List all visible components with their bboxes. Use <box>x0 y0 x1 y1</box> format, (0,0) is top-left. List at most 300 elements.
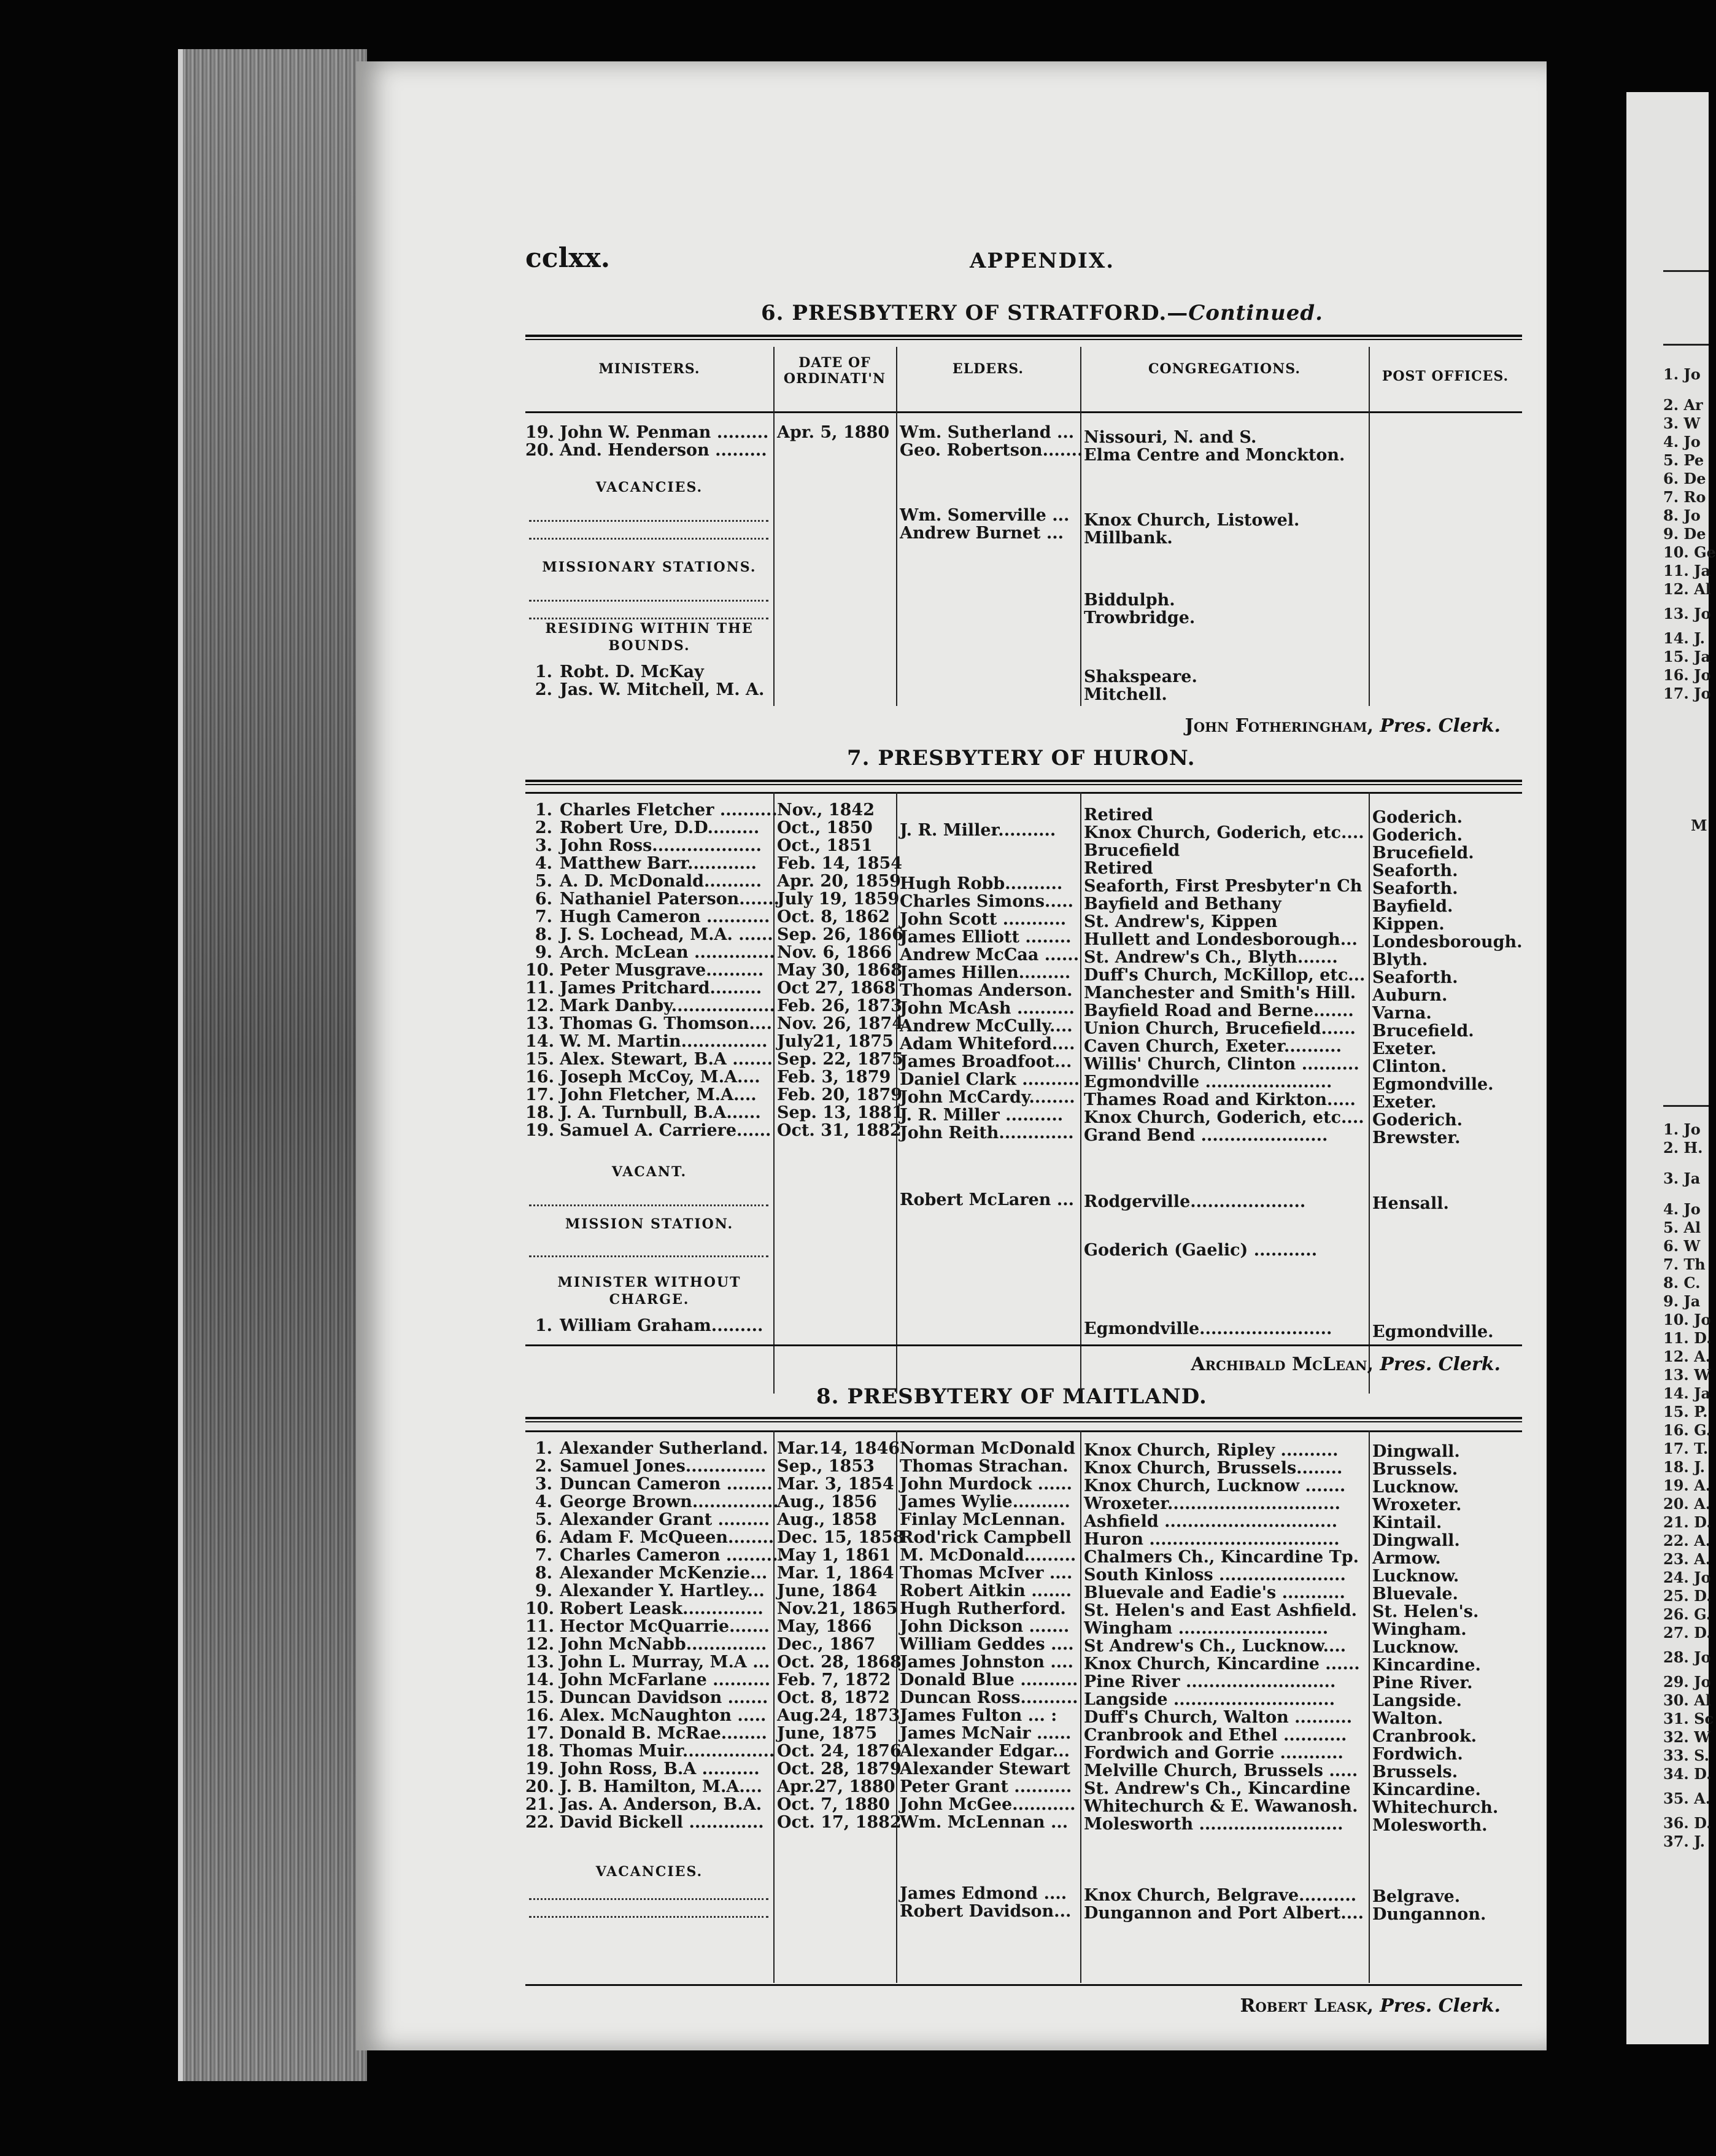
congregation-name: Nissouri, N. and S. <box>1084 428 1257 447</box>
minister-text: J. S. Lochead, M.A. ...... <box>560 925 773 944</box>
minister-name <box>525 1457 770 1476</box>
ordination-date: Aug., 1856 <box>777 1492 877 1511</box>
elder-name: James Fulton ... : <box>900 1706 1057 1725</box>
minister-text: William Graham......... <box>560 1316 763 1335</box>
minister-name <box>525 1760 770 1778</box>
entry-number: 3. <box>535 836 552 855</box>
elder-name: James Broadfoot... <box>900 1052 1072 1071</box>
document-page <box>356 61 1547 2050</box>
minister-name <box>525 1653 770 1672</box>
minister-text: John Ross................... <box>560 836 762 855</box>
clerk-signature <box>1191 1354 1501 1375</box>
minister-text: Robert Leask.............. <box>560 1599 763 1618</box>
minister-name <box>525 855 770 873</box>
minister-name <box>525 1440 770 1458</box>
post-office: Brussels. <box>1372 1460 1458 1479</box>
elder-name: James Hillen......... <box>900 963 1071 982</box>
minister-text: Alexander Grant ......... <box>560 1510 770 1529</box>
post-office: Seaforth. <box>1372 879 1458 898</box>
minister-name <box>525 996 775 1015</box>
ordination-date: May 1, 1861 <box>777 1546 891 1565</box>
elder-name: James Johnston .... <box>900 1653 1073 1672</box>
post-office: Blyth. <box>1372 950 1428 969</box>
post-office: Belgrave. <box>1372 1887 1461 1906</box>
section-title-huron: 7. PRESBYTERY OF HURON. <box>847 746 1196 770</box>
minister-text: George Brown............... <box>560 1492 779 1511</box>
column-divider <box>1080 347 1081 706</box>
minister-name <box>525 819 770 837</box>
section-title-continued: Continued. <box>1188 301 1323 325</box>
congregation-name: Egmondville....................... <box>1084 1319 1332 1338</box>
clerk-signature <box>1240 1995 1501 2017</box>
minister-name <box>525 837 770 855</box>
post-office: Wroxeter. <box>1372 1495 1462 1514</box>
post-office: Dingwall. <box>1372 1531 1460 1550</box>
entry-number: 2. <box>535 818 552 837</box>
elder-name: John McAsh .......... <box>900 999 1075 1018</box>
elder-name: Norman McDonald <box>900 1439 1076 1458</box>
minister-name <box>525 424 770 442</box>
entry-number: 10. <box>525 961 554 980</box>
facing-page-entry: 17. T. <box>1663 1440 1709 1457</box>
congregation-name: Chalmers Ch., Kincardine Tp. <box>1084 1548 1359 1567</box>
facing-page-entry: 10. Jo <box>1663 1311 1711 1328</box>
ordination-date: July21, 1875 <box>777 1032 894 1051</box>
entry-number: 19. <box>525 1121 554 1140</box>
double-rule <box>525 335 1522 340</box>
dotted-leader <box>529 1204 768 1206</box>
congregation-name: Egmondville ...................... <box>1084 1072 1332 1092</box>
entry-number: 1. <box>535 662 552 681</box>
clerk-title: Pres. Clerk. <box>1380 715 1501 737</box>
minister-text: Jas. A. Anderson, B.A. <box>560 1795 762 1814</box>
minister-text: A. D. McDonald.......... <box>560 872 762 891</box>
subheading-mission-station: MISSION STATION. <box>565 1216 734 1232</box>
entry-number: 11. <box>525 979 554 998</box>
entry-number: 12. <box>525 1635 554 1654</box>
facing-page-entry: 21. D. <box>1663 1513 1712 1531</box>
elder-name: Andrew Burnet ... <box>900 524 1064 543</box>
facing-page-entry: 10. Ge <box>1663 543 1716 561</box>
facing-page-entry: 29. Jo <box>1663 1673 1711 1691</box>
dotted-leader <box>529 520 768 522</box>
entry-number: 8. <box>535 1564 552 1583</box>
minister-text: Nathaniel Paterson....... <box>560 890 780 909</box>
congregation-name: Biddulph. <box>1084 591 1175 610</box>
congregation-name: Bayfield and Bethany <box>1084 894 1281 913</box>
post-office: Kincardine. <box>1372 1656 1481 1675</box>
congregation-name: Knox Church, Goderich, etc.... <box>1084 823 1364 842</box>
ordination-date: July 19, 1859 <box>777 890 900 909</box>
facing-page-entry: 25. D. <box>1663 1587 1712 1605</box>
subheading-missionary-stations: MISSIONARY STATIONS. <box>542 559 757 575</box>
congregation-name: Hullett and Londesborough... <box>1084 930 1358 949</box>
minister-name <box>525 1600 770 1618</box>
facing-page-entry: 8. C. <box>1663 1274 1701 1292</box>
minister-text: Donald B. McRae........ <box>560 1724 767 1743</box>
congregation-name: Knox Church, Goderich, etc.... <box>1084 1108 1364 1127</box>
minister-text: Alex. Stewart, B.A ....... <box>560 1050 773 1069</box>
post-office: Londesborough. <box>1372 933 1523 952</box>
post-office: Goderich. <box>1372 826 1463 845</box>
post-office: Lucknow. <box>1372 1478 1459 1497</box>
entry-number: 7. <box>535 1546 552 1565</box>
congregation-name: Knox Church, Kincardine ...... <box>1084 1654 1360 1673</box>
entry-number: 2. <box>535 1457 552 1476</box>
minister-name <box>525 908 770 926</box>
clerk-title: Pres. Clerk. <box>1380 1354 1501 1375</box>
entry-number: 13. <box>525 1014 554 1033</box>
clerk-title: Pres. Clerk. <box>1380 1995 1501 2017</box>
facing-page-entry: 34. D. <box>1663 1765 1712 1783</box>
ordination-date: Feb. 7, 1872 <box>777 1670 891 1689</box>
elder-name: Andrew McCully.... <box>900 1017 1073 1036</box>
section-title-text: 6. PRESBYTERY OF STRATFORD.— <box>761 301 1189 325</box>
congregation-name: Duff's Church, McKillop, etc... <box>1084 966 1366 985</box>
minister-text: Jas. W. Mitchell, M. A. <box>560 680 765 699</box>
facing-page-entry: 12. A. <box>1663 1348 1711 1365</box>
facing-page-entry: 17. Jo <box>1663 684 1711 702</box>
minister-name <box>525 1546 784 1565</box>
minister-text: Peter Musgrave.......... <box>560 961 764 980</box>
column-divider <box>773 1430 775 1983</box>
subheading-residing: RESIDING WITHIN THE <box>545 621 754 637</box>
ordination-date: Feb. 20, 1879 <box>777 1085 903 1104</box>
minister-name <box>525 1033 770 1051</box>
congregation-name: Manchester and Smith's Hill. <box>1084 983 1356 1002</box>
dotted-leader <box>529 1916 768 1918</box>
column-header-ministers: MINISTERS. <box>598 361 700 377</box>
post-office: Brucefield. <box>1372 843 1474 863</box>
congregation-name: St. Helen's and East Ashfield. <box>1084 1601 1358 1620</box>
post-office: Seaforth. <box>1372 861 1458 880</box>
ordination-date: May 30, 1868 <box>777 961 902 980</box>
minister-name <box>525 1492 779 1511</box>
facing-page-entry: 5. Pe <box>1663 451 1704 469</box>
post-office: Lucknow. <box>1372 1638 1459 1657</box>
rule <box>525 1430 1522 1432</box>
minister-name <box>525 1707 770 1725</box>
congregation-name: Retired <box>1084 805 1153 824</box>
entry-number: 5. <box>535 1510 552 1529</box>
ordination-date: Oct. 17, 1882 <box>777 1813 902 1832</box>
ordination-date: Nov. 6, 1866 <box>777 943 892 962</box>
column-divider <box>1369 347 1370 706</box>
elder-name: William Geddes .... <box>900 1635 1074 1654</box>
minister-text: John Fletcher, M.A.... <box>560 1085 757 1104</box>
elder-name: Wm. Somerville ... <box>900 506 1070 525</box>
minister-text: Duncan Davidson ....... <box>560 1688 768 1707</box>
ordination-date: Nov. 26, 1874 <box>777 1014 903 1033</box>
facing-page-entry: 28. Jo <box>1663 1648 1711 1666</box>
minister-text: Thomas Muir................ <box>560 1742 775 1761</box>
elder-name: John Scott ........... <box>900 910 1067 929</box>
ordination-date: Mar. 3, 1854 <box>777 1475 894 1494</box>
congregation-name: St. Andrew's, Kippen <box>1084 912 1278 931</box>
ordination-date: Dec., 1867 <box>777 1635 876 1654</box>
column-divider <box>1369 1430 1370 1983</box>
congregation-name: St Andrew's Ch., Lucknow.... <box>1084 1637 1347 1656</box>
column-divider <box>773 792 775 1394</box>
facing-page-rule <box>1663 270 1709 272</box>
rule <box>525 1984 1522 1986</box>
entry-number: 19. <box>525 423 554 442</box>
minister-name <box>525 1050 773 1069</box>
minister-name <box>525 1742 775 1761</box>
post-office: Clinton. <box>1372 1057 1447 1076</box>
minister-name <box>525 1104 770 1122</box>
post-office: Dingwall. <box>1372 1442 1460 1461</box>
facing-page-entry: 8. Jo <box>1663 506 1701 524</box>
post-office: Wingham. <box>1372 1620 1467 1639</box>
ordination-date: Oct. 24, 1876 <box>777 1742 902 1761</box>
facing-page-entry: 31. Sc <box>1663 1710 1714 1728</box>
minister-text: Alexander McKenzie... <box>560 1564 768 1583</box>
column-divider <box>1369 792 1370 1394</box>
entry-number: 8. <box>535 925 552 944</box>
post-office: Dungannon. <box>1372 1905 1486 1924</box>
clerk-signature <box>1185 715 1501 737</box>
congregation-name: Ashfield .............................. <box>1084 1512 1338 1531</box>
congregation-name: St. Andrew's Ch., Blyth....... <box>1084 948 1338 967</box>
ordination-date: Feb. 26, 1873 <box>777 996 903 1015</box>
congregation-name: Rodgerville.................... <box>1084 1192 1306 1211</box>
post-office: Brewster. <box>1372 1128 1461 1147</box>
facing-page-entry: 22. A. <box>1663 1532 1711 1549</box>
facing-page-entry: 2. Ar <box>1663 396 1703 414</box>
ordination-date: Nov., 1842 <box>777 801 875 820</box>
ordination-date: Apr. 5, 1880 <box>777 423 890 442</box>
subheading-vacant: VACANT. <box>611 1164 687 1180</box>
elder-name: Robert Davidson... <box>900 1902 1072 1921</box>
entry-number: 1. <box>535 1316 552 1335</box>
post-office: Langside. <box>1372 1691 1462 1710</box>
ordination-date: Oct., 1851 <box>777 836 873 855</box>
ordination-date: Feb. 14, 1854 <box>777 854 903 873</box>
facing-page-entry: 16. G. <box>1663 1421 1712 1439</box>
minister-text: Alexander Sutherland. <box>560 1439 768 1458</box>
post-office: St. Helen's. <box>1372 1602 1479 1621</box>
entry-number: 15. <box>525 1688 554 1707</box>
entry-number: 20. <box>525 1777 554 1796</box>
minister-text: Duncan Cameron ........ <box>560 1475 773 1494</box>
minister-name <box>525 1475 773 1494</box>
elder-name: James Elliott ........ <box>900 928 1072 947</box>
facing-page-entry: 35. A. <box>1663 1790 1711 1807</box>
facing-page-entry: 15. P. <box>1663 1403 1708 1421</box>
congregation-name: Caven Church, Exeter.......... <box>1084 1037 1342 1056</box>
elder-name: Adam Whiteford.... <box>900 1034 1075 1053</box>
section-title-stratford <box>761 301 1323 325</box>
elder-name: James Edmond .... <box>900 1884 1067 1903</box>
post-office: Cranbrook. <box>1372 1727 1477 1746</box>
congregation-name: St. Andrew's Ch., Kincardine <box>1084 1779 1351 1798</box>
entry-number: 22. <box>525 1813 554 1832</box>
entry-number: 9. <box>535 943 552 962</box>
facing-page-entry: 4. Jo <box>1663 433 1701 451</box>
facing-page-edge <box>1626 92 1716 2044</box>
dotted-leader <box>529 618 768 619</box>
post-office: Walton. <box>1372 1709 1444 1728</box>
post-office: Egmondville. <box>1372 1322 1494 1341</box>
post-office: Bluevale. <box>1372 1584 1458 1603</box>
congregation-name: Millbank. <box>1084 529 1173 548</box>
elder-name: John McCardy........ <box>900 1088 1075 1107</box>
ordination-date: June, 1864 <box>777 1581 878 1600</box>
elder-name: Robert McLaren ... <box>900 1190 1075 1209</box>
minister-name <box>525 1511 770 1529</box>
minister-name <box>525 890 780 909</box>
elder-name: Thomas Anderson. <box>900 981 1073 1000</box>
entry-number: 5. <box>535 872 552 891</box>
elder-name: John McGee........... <box>900 1795 1076 1814</box>
facing-page-entry: 36. D. <box>1663 1814 1712 1832</box>
entry-number: 7. <box>535 907 552 926</box>
minister-name <box>525 1724 770 1743</box>
elder-name: Charles Simons..... <box>900 892 1074 911</box>
elder-name: John Murdock ...... <box>900 1475 1073 1494</box>
congregation-name: Shakspeare. <box>1084 667 1197 686</box>
post-office: Exeter. <box>1372 1039 1437 1058</box>
ordination-date: Sep. 26, 1866 <box>777 925 903 944</box>
entry-number: 12. <box>525 996 554 1015</box>
minister-text: Robert Ure, D.D......... <box>560 818 760 837</box>
elder-name: Rod'rick Campbell <box>900 1528 1072 1547</box>
dotted-leader <box>529 538 768 540</box>
facing-page-entry: 1. Jo <box>1663 1120 1701 1138</box>
minister-text: John McNabb.............. <box>560 1635 767 1654</box>
facing-page-entry: 18. J. <box>1663 1458 1705 1476</box>
subheading-vacancies: VACANCIES. <box>595 1864 703 1880</box>
facing-page-entry: 32. W <box>1663 1728 1711 1746</box>
facing-page-entry: 33. S. <box>1663 1747 1709 1764</box>
double-rule <box>525 780 1522 785</box>
entry-number: 6. <box>535 890 552 909</box>
entry-number: 1. <box>535 801 552 820</box>
congregation-name: Pine River .......................... <box>1084 1672 1336 1691</box>
ordination-date: Oct., 1850 <box>777 818 873 837</box>
facing-page-entry: 1. Jo <box>1663 365 1701 383</box>
column-header-date: DATE OF ORDINATI'N <box>783 355 886 387</box>
post-office: Fordwich. <box>1372 1745 1463 1764</box>
post-office: Kincardine. <box>1372 1780 1481 1799</box>
ordination-date: Oct. 28, 1879 <box>777 1759 902 1778</box>
minister-text: Adam F. McQueen........ <box>560 1528 775 1547</box>
clerk-name: Archibald McLean, <box>1191 1354 1380 1375</box>
minister-text: John L. Murray, M.A ... <box>560 1653 770 1672</box>
column-header-congregations: CONGREGATIONS. <box>1148 361 1301 377</box>
minister-text: Mark Danby.................. <box>560 996 775 1015</box>
facing-page-entry: 5. Al <box>1663 1219 1701 1236</box>
congregation-name: Knox Church, Lucknow ....... <box>1084 1476 1346 1495</box>
congregation-name: Huron ................................. <box>1084 1530 1340 1549</box>
congregation-name: Knox Church, Ripley .......... <box>1084 1441 1339 1460</box>
congregation-name: Retired <box>1084 859 1153 878</box>
rule <box>525 792 1522 794</box>
facing-page-entry: 6. De <box>1663 470 1706 487</box>
congregation-name: Mitchell. <box>1084 685 1167 704</box>
congregation-name: Elma Centre and Monckton. <box>1084 446 1345 465</box>
facing-page-entry: 27. D. <box>1663 1624 1712 1642</box>
post-office: Brussels. <box>1372 1762 1458 1782</box>
facing-page-entry: 9. De <box>1663 525 1706 543</box>
minister-name <box>525 1122 770 1140</box>
congregation-name: Brucefield <box>1084 841 1180 860</box>
minister-name <box>525 1796 770 1814</box>
minister-text: Alex. McNaughton ..... <box>560 1706 767 1725</box>
facing-page-entry: 13. W <box>1663 1366 1711 1384</box>
entry-number: 13. <box>525 1653 554 1672</box>
minister-text: Robt. D. McKay <box>560 662 704 681</box>
facing-page-entry: 24. Jo <box>1663 1569 1711 1586</box>
elder-name: James McNair ...... <box>900 1724 1072 1743</box>
entry-number: 6. <box>535 1528 552 1547</box>
elder-name: Daniel Clark .......... <box>900 1070 1080 1089</box>
ordination-date: June, 1875 <box>777 1724 878 1743</box>
minister-name <box>525 1582 770 1600</box>
minister-name <box>525 1528 775 1547</box>
congregation-name: South Kinloss ...................... <box>1084 1565 1346 1584</box>
minister-text: Thomas G. Thomson.... <box>560 1014 773 1033</box>
entry-number: 10. <box>525 1599 554 1618</box>
facing-page-entry: 7. Ro <box>1663 488 1706 506</box>
minister-text: W. M. Martin............... <box>560 1032 768 1051</box>
dotted-leader <box>529 1255 768 1257</box>
elder-name: John Reith............. <box>900 1123 1074 1142</box>
congregation-name: Grand Bend ...................... <box>1084 1126 1328 1145</box>
congregation-name: Knox Church, Belgrave.......... <box>1084 1886 1357 1905</box>
column-header-post-offices: POST OFFICES. <box>1382 368 1509 384</box>
facing-page-entry: 4. Jo <box>1663 1200 1701 1218</box>
congregation-name: Fordwich and Gorrie ........... <box>1084 1743 1343 1762</box>
elder-name: M. McDonald......... <box>900 1546 1076 1565</box>
minister-name <box>525 1564 770 1583</box>
facing-page-entry: 37. J. <box>1663 1832 1705 1850</box>
minister-text: David Bickell ............. <box>560 1813 764 1832</box>
entry-number: 16. <box>525 1068 554 1087</box>
minister-name <box>525 1317 770 1335</box>
column-divider <box>1080 792 1081 1394</box>
minister-name <box>525 1671 770 1689</box>
facing-page-entry: 6. W <box>1663 1237 1701 1255</box>
minister-text: Arch. McLean .............. <box>560 943 775 962</box>
facing-page-entry: 2. H. <box>1663 1139 1703 1157</box>
post-office: Hensall. <box>1372 1194 1449 1213</box>
minister-name <box>525 979 770 998</box>
facing-page-entry: M <box>1691 816 1707 834</box>
minister-text: Charles Fletcher .......... <box>560 801 778 820</box>
congregation-name: Bluevale and Eadie's ........... <box>1084 1583 1345 1602</box>
ordination-date: Aug.24, 1873 <box>777 1706 900 1725</box>
subheading-minister-without: MINISTER WITHOUT <box>557 1274 741 1290</box>
elder-name: Alexander Edgar... <box>900 1742 1070 1761</box>
facing-page-entry: 19. A. <box>1663 1476 1711 1494</box>
entry-number: 3. <box>535 1475 552 1494</box>
facing-page-entry: 15. Ja <box>1663 648 1711 665</box>
facing-page-entry: 12. Al <box>1663 580 1711 598</box>
entry-number: 14. <box>525 1670 554 1689</box>
post-office: Egmondville. <box>1372 1075 1494 1094</box>
post-office: Auburn. <box>1372 986 1448 1005</box>
entry-number: 2. <box>535 680 552 699</box>
entry-number: 15. <box>525 1050 554 1069</box>
minister-name <box>525 1068 770 1087</box>
minister-name <box>525 1618 770 1636</box>
elder-name: Peter Grant .......... <box>900 1777 1072 1796</box>
page-number: cclxx. <box>525 242 611 274</box>
facing-page-rule <box>1663 1105 1709 1107</box>
congregation-name: Duff's Church, Walton .......... <box>1084 1708 1353 1727</box>
